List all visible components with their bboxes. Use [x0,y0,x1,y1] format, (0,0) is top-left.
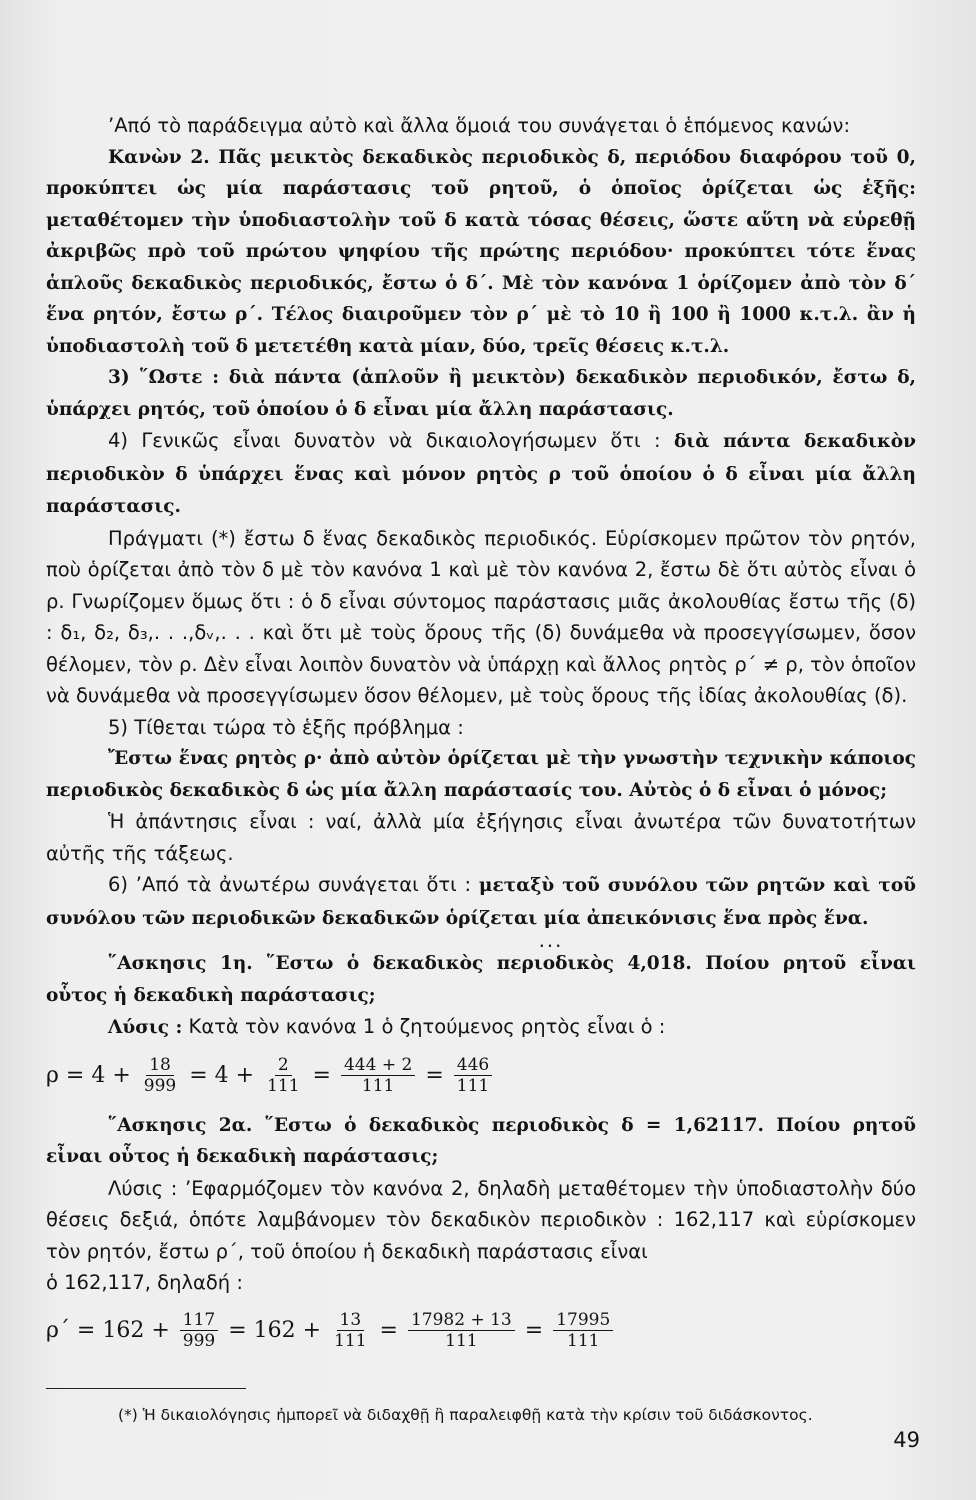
eq2-f3-denominator: 111 [445,1331,478,1351]
solution-2-end: ὁ 162,117, δηλαδή : [46,1271,243,1294]
eq2-f3-numerator: 17982 + 13 [408,1310,515,1331]
solution-1-label: Λύσις : [108,1017,183,1038]
point-4-intro: 4) Γενικῶς εἶναι δυνατὸν νὰ δικαιολογήσωμεν ὅτι : [108,429,661,452]
question-paragraph: Ἔστω ἕνας ρητὸς ρ· ἀπὸ αὐτὸν ὁρίζεται μὲ τὴν γνωστὴν τεχνικὴν κάποιος περιοδικὸς δεκαδικὸς δ ὡς μία ἄλλη παράστασίς του. Αὐτὸς ὁ δ εἶναι ὁ μόνος; [46,748,916,801]
eq2-f4-denominator: 111 [567,1331,600,1351]
answer-paragraph: Ἡ ἀπάντησις εἶναι : ναί, ἀλλὰ μία ἐξήγησις εἶναι ἀνωτέρα τῶν δυνατοτήτων αὐτῆς τῆς τάξεως. [46,810,916,865]
eq1-f2-numerator: 2 [275,1055,292,1076]
eq2-f1-numerator: 117 [180,1310,218,1331]
point-4-paragraph [46,425,916,523]
point-4-statement: διὰ πάντα δεκαδικὸν περιοδικὸν δ ὑπάρχει ἕνας καὶ μόνον ρητὸς ρ τοῦ ὁποίου ὁ δ εἶναι μία ἄλλη παράστασις. [46,431,916,517]
footnote: (*) Ἡ δικαιολόγησις ἠμπορεῖ νὰ διδαχθῇ ἢ παραλειφθῇ κατὰ τὴν κρίσιν τοῦ διδάσκοντος. [118,1406,813,1424]
solution-1-text: Κατὰ τὸν κανόνα 1 ὁ ζητούμενος ρητὸς εἶναι ὁ : [188,1015,666,1038]
eq1-f3-numerator: 444 + 2 [341,1055,415,1076]
eq2-fraction-2 [331,1310,369,1351]
solution-1-paragraph [46,1011,916,1044]
eq2-f2-numerator: 13 [337,1310,365,1331]
eq1-lhs: ρ = 4 + [46,1062,131,1088]
eq1-fraction-4 [454,1055,492,1096]
eq2-mid-2: = [379,1317,398,1343]
eq2-fraction-1 [180,1310,218,1351]
eq1-mid-2: = [312,1062,331,1088]
rule-2-paragraph: Κανὼν 2. Πᾶς μεικτὸς δεκαδικὸς περιοδικὸς δ, περιόδου διαφόρου τοῦ 0, προκύπτει ὡς μία παράστασις τοῦ ρητοῦ, ὁ ὁποῖος ὁρίζεται ὡς ἑξῆς: μεταθέτομεν τὴν ὑποδιαστολὴν τοῦ δ κατὰ τόσας θέσεις, ὥστε αὕτη νὰ εὑρεθῇ ἀκριβῶς πρὸ τοῦ πρώτου ψηφίου τῆς πρώτης περιόδου· προκύπτει τότε ἕνας ἁπλοῦς δεκαδικὸς περιοδικός, ἔστω ὁ δ΄. Μὲ τὸν κανόνα 1 ὁρίζομεν ἀπὸ τὸν δ΄ ἕνα ρητόν, ἔστω ρ΄. Τέλος διαιροῦμεν τὸν ρ΄ μὲ τὸ 10 ἢ 100 ἢ 1000 κ.τ.λ. ἂν ἡ ὑποδιαστολὴ τοῦ δ μετετέθη κατὰ μίαν, δύο, τρεῖς θέσεις κ.τ.λ. [46,146,916,357]
footnote-divider [46,1388,246,1389]
intro-paragraph: ’Από τὸ παράδειγμα αὐτὸ καὶ ἄλλα ὅμοιά του συνάγεται ὁ ἑπόμενος κανών: [108,114,851,137]
eq1-fraction-2 [264,1055,302,1096]
eq1-fraction-1 [141,1055,179,1096]
proof-paragraph: Πράγματι (*) ἔστω δ ἕνας δεκαδικὸς περιοδικός. Εὑρίσκομεν πρῶτον τὸν ρητόν, ποὺ ὁρίζεται ἀπὸ τὸν δ μὲ τὸν κανόνα 1 καὶ μὲ τὸν κανόνα 2, ἔστω δὲ ὅτι αὐτὸς εἶναι ὁ ρ. Γνωρίζομεν ὅμως ὅτι : ὁ δ εἶναι σύντομος παράστασις μιᾶς ἀκολουθίας ἔστω τῆς (δ) : δ₁, δ₂, δ₃,. . .,δᵥ,. . . καὶ ὅτι μὲ τοὺς ὅρους τῆς (δ) δυνάμεθα νὰ προσεγγίσωμεν, ὅσον θέλομεν, τὸν ρ. Δὲν εἶναι λοιπὸν δυνατὸν νὰ ὑπάρχῃ καὶ ἄλλος ρητὸς ρ΄ ≠ ρ, τὸν ὁποῖον νὰ δυνάμεθα νὰ προσεγγίσωμεν ὅσον θέλομεν, μὲ τοὺς ὅρους τῆς ἰδίας ἀκολουθίας (δ). [46,526,916,707]
equation-2 [46,1301,916,1361]
exercise-1-title: ῞Ασκησις 1η. ῞Εστω ὁ δεκαδικὸς περιοδικὸς 4,018. Ποίου ρητοῦ εἶναι οὗτος ἡ δεκαδικὴ παράστασις; [46,953,916,1006]
eq1-mid-3: = [425,1062,444,1088]
eq1-f2-denominator: 111 [267,1076,300,1096]
point-5-paragraph: 5) Τίθεται τώρα τὸ ἑξῆς πρόβλημα : [108,715,464,739]
eq1-f1-denominator: 999 [143,1076,177,1096]
eq1-f1-numerator: 18 [146,1055,174,1076]
eq2-fraction-3 [408,1310,515,1351]
eq2-mid-1: = 162 + [228,1317,322,1343]
page-number: 49 [893,1428,920,1452]
point-6-statement: μεταξὺ τοῦ συνόλου τῶν ρητῶν καὶ τοῦ συνόλου τῶν περιοδικῶν δεκαδικῶν ὁρίζεται μία ἀπεικόνισις ἕνα πρὸς ἕνα. [46,875,916,929]
eq2-f4-numerator: 17995 [553,1310,613,1331]
point-3-paragraph: 3) ῞Ωστε : διὰ πάντα (ἁπλοῦν ἢ μεικτὸν) δεκαδικὸν περιοδικόν, ἔστω δ, ὑπάρχει ρητός, τοῦ ὁποίου ὁ δ εἶναι μία ἄλλη παράστασις. [46,367,916,420]
eq2-fraction-4 [553,1310,613,1351]
point-6-paragraph [46,869,916,934]
solution-2-paragraph: Λύσις : ’Εφαρμόζομεν τὸν κανόνα 2, δηλαδὴ μεταθέτομεν τὴν ὑποδιαστολὴν δύο θέσεις δεξιά, ὁπότε λαμβάνομεν τὸν δεκαδικὸν περιοδικὸν : 162,117 καὶ εὑρίσκομεν τὸν ρητόν, ἔστω ρ΄, τοῦ ὁποίου ἡ δεκαδικὴ παράστασις εἶναι [46,1176,916,1263]
eq1-mid-1: = 4 + [189,1062,255,1088]
eq1-f4-numerator: 446 [454,1055,492,1076]
equation-1 [46,1046,916,1106]
eq1-f4-denominator: 111 [456,1076,490,1096]
point-6-intro: 6) ’Από τὰ ἀνωτέρω συνάγεται ὅτι : [108,873,472,896]
eq2-lhs: ρ΄ = 162 + [46,1317,170,1343]
period-dots: ... [538,929,564,952]
eq2-mid-3: = [524,1317,544,1343]
eq2-f2-denominator: 111 [334,1331,367,1351]
page-body [46,110,916,1365]
exercise-2-title: ῞Ασκησις 2α. ῞Εστω ὁ δεκαδικὸς περιοδικὸς δ = 1,62117. Ποίου ρητοῦ εἶναι οὗτος ἡ δεκαδικὴ παράστασις; [46,1114,916,1167]
eq1-f3-denominator: 111 [361,1076,395,1096]
eq1-fraction-3 [341,1055,415,1096]
eq2-f1-denominator: 999 [182,1331,216,1351]
